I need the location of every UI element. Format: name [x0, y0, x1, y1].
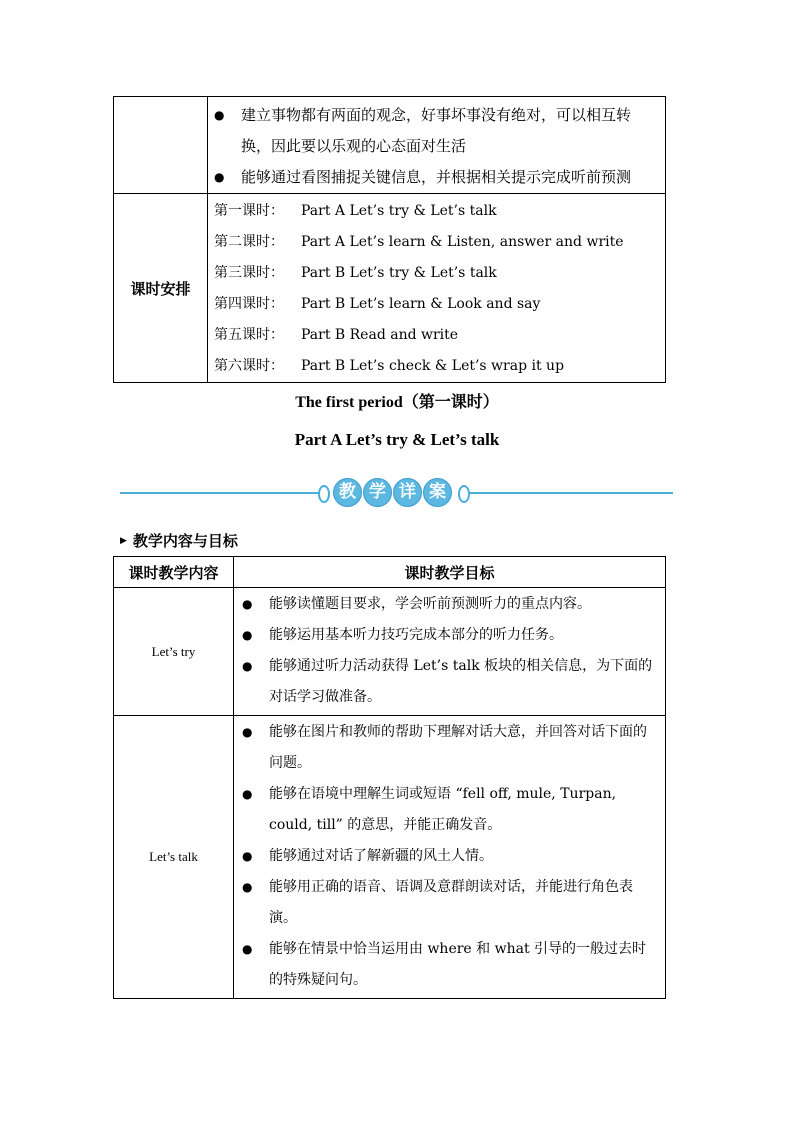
header-content: 课时教学内容	[114, 557, 234, 588]
bullet-icon: ●	[242, 849, 253, 863]
schedule-item	[208, 196, 665, 227]
list-item	[234, 589, 665, 620]
table-header-row	[114, 557, 666, 588]
bullet-icon: ●	[242, 787, 253, 801]
goals-cell	[234, 716, 666, 999]
list-item	[234, 841, 665, 872]
list-item	[234, 779, 665, 841]
goal-text: 能够读懂题目要求，学会听前预测听力的重点内容。	[269, 596, 591, 612]
schedule-period-label: 第四课时：	[214, 296, 284, 312]
list-item	[234, 620, 665, 651]
list-item	[234, 651, 665, 713]
schedule-period-label: 第五课时：	[214, 327, 284, 343]
goal-text: 能够通过听力活动获得 Let’s talk 板块的相关信息，为下面的对话学习做准备。	[269, 658, 653, 705]
schedule-period-value: Part B Let’s check & Let’s wrap it up	[301, 358, 565, 374]
goal-text: 能够在情景中恰当运用由 where 和 what 引导的一般过去时的特殊疑问句。	[269, 941, 647, 988]
schedule-cell	[208, 194, 666, 383]
banner-char: 教	[333, 478, 362, 507]
goal-text: 能够运用基本听力技巧完成本部分的听力任务。	[269, 627, 563, 643]
list-item	[234, 717, 665, 779]
banner-cap-left	[318, 485, 330, 503]
list-item	[234, 934, 665, 996]
goal-text: 能够通过对话了解新疆的风土人情。	[269, 848, 493, 864]
schedule-label: 课时安排	[114, 194, 208, 383]
schedule-period-value: Part B Read and write	[301, 327, 459, 343]
banner-char: 详	[393, 478, 422, 507]
course-info-table	[113, 96, 666, 383]
content-cell: Let’s talk	[114, 716, 234, 999]
goal-text: 能够用正确的语音、语调及意群朗读对话，并能进行角色表演。	[269, 879, 633, 926]
header-goals: 课时教学目标	[234, 557, 666, 588]
bullet-text: 能够通过看图捕捉关键信息，并根据相关提示完成听前预测	[241, 168, 632, 186]
banner-char: 学	[363, 478, 392, 507]
table-row	[114, 194, 666, 383]
goal-text: 能够在图片和教师的帮助下理解对话大意，并回答对话下面的问题。	[269, 724, 647, 771]
schedule-period-value: Part B Let’s learn & Look and say	[301, 296, 541, 312]
banner-line-right	[468, 492, 673, 494]
schedule-item	[208, 289, 665, 320]
banner-title	[333, 478, 453, 507]
bullet-icon: ●	[242, 725, 253, 739]
bullet-text: 建立事物都有两面的观念，好事坏事没有绝对，可以相互转换，因此要以乐观的心态面对生活	[241, 106, 632, 155]
schedule-period-label: 第二课时：	[214, 234, 284, 250]
list-item	[208, 162, 665, 193]
schedule-period-label: 第六课时：	[214, 358, 284, 374]
table-row	[114, 588, 666, 716]
bullet-icon: ●	[242, 597, 253, 611]
part-title: Part A Let’s try & Let’s talk	[294, 430, 500, 449]
bullet-icon: ●	[242, 659, 253, 673]
schedule-period-value: Part B Let’s try & Let’s talk	[301, 265, 497, 281]
section-label-text: 教学内容与目标	[132, 532, 238, 550]
goal-text: 能够在语境中理解生词或短语 “fell off, mule, Turpan, could, till” 的意思，并能正确发音。	[269, 786, 617, 833]
list-item	[208, 100, 665, 162]
banner-line-left	[120, 492, 320, 494]
bullet-icon: ●	[214, 108, 225, 122]
goals-cell	[234, 588, 666, 716]
schedule-item	[208, 258, 665, 289]
banner-cap-right	[458, 485, 470, 503]
schedule-period-value: Part A Let’s learn & Listen, answer and write	[301, 234, 624, 250]
schedule-item	[208, 227, 665, 258]
schedule-period-value: Part A Let’s try & Let’s talk	[301, 203, 497, 219]
objectives-table	[113, 556, 666, 999]
schedule-item	[208, 351, 665, 382]
empty-label-cell	[114, 97, 208, 194]
banner-char: 案	[423, 478, 452, 507]
schedule-period-label: 第一课时：	[214, 203, 284, 219]
schedule-period-label: 第三课时：	[214, 265, 284, 281]
table-row	[114, 97, 666, 194]
bullet-icon: ●	[242, 628, 253, 642]
period-title: The first period（第一课时）	[295, 394, 499, 411]
bullet-icon: ●	[242, 880, 253, 894]
bullet-icon: ●	[242, 942, 253, 956]
triangle-icon: ▶	[120, 535, 127, 546]
values-cell	[208, 97, 666, 194]
list-item	[234, 872, 665, 934]
schedule-item	[208, 320, 665, 351]
section-label	[120, 530, 238, 551]
table-row	[114, 716, 666, 999]
content-cell: Let’s try	[114, 588, 234, 716]
bullet-icon: ●	[214, 170, 225, 184]
